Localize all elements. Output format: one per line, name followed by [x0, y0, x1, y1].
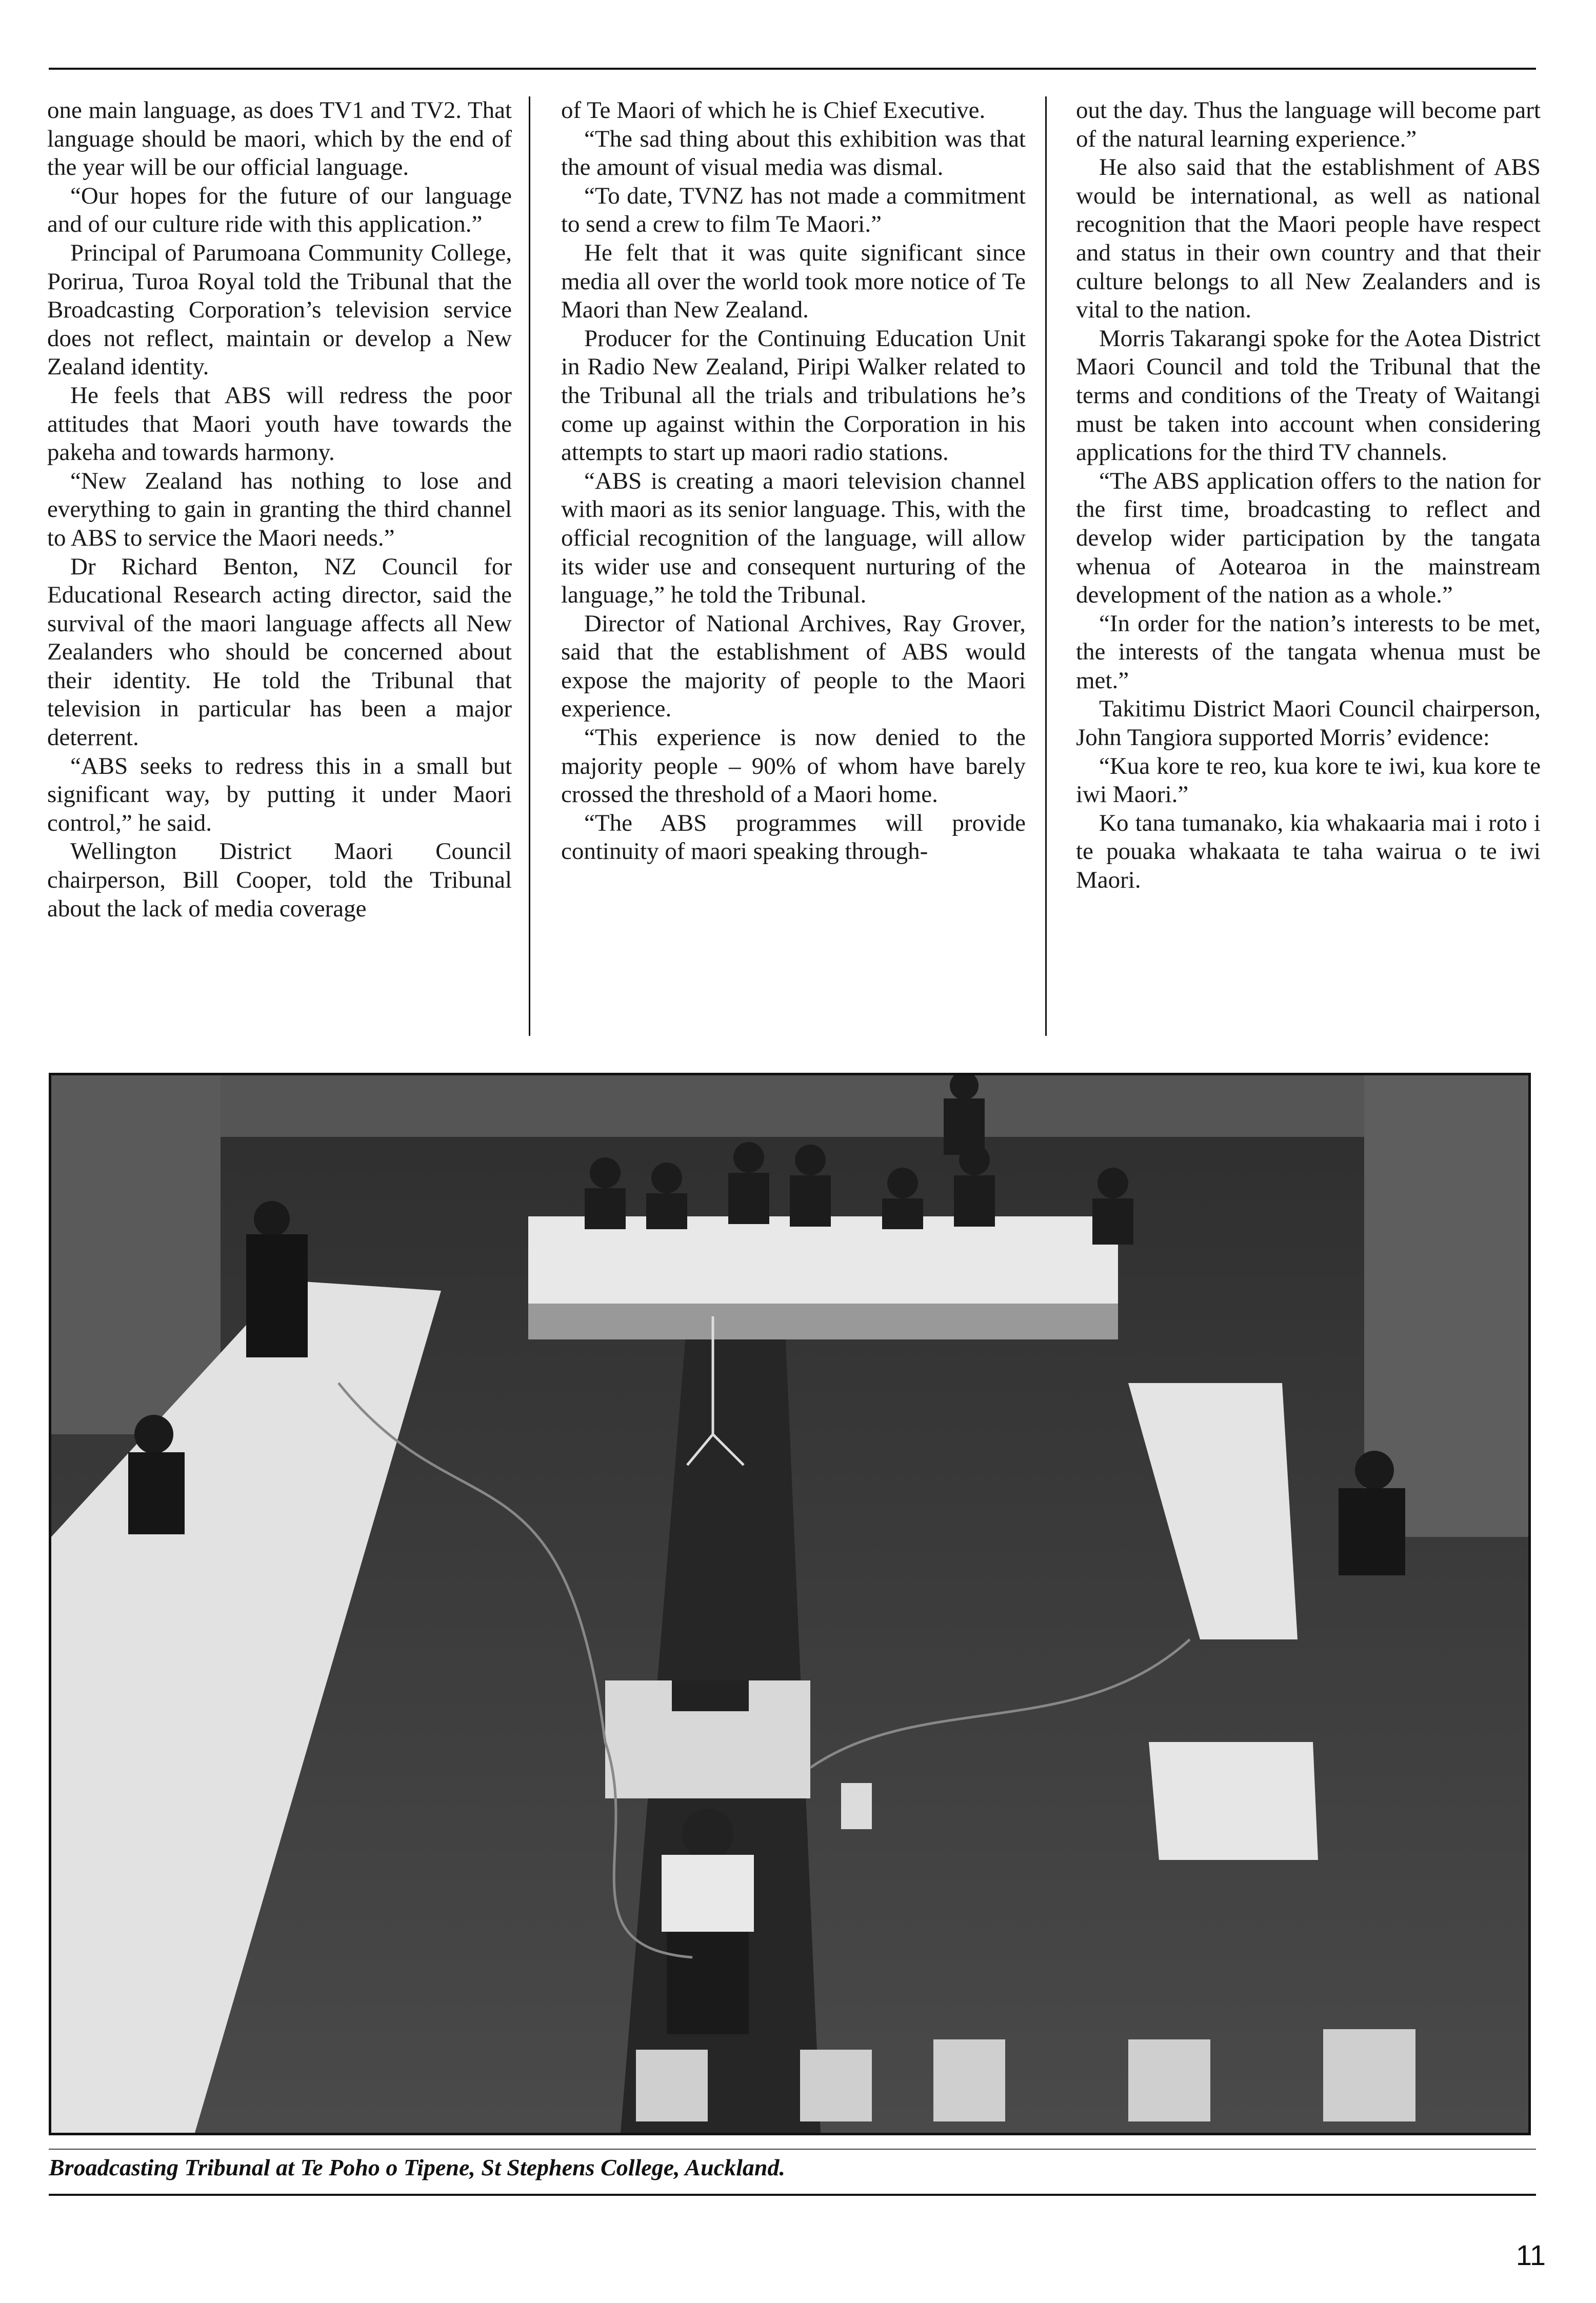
- article-paragraph: “Kua kore te reo, kua kore te iwi, kua kore te iwi Maori.”: [1076, 752, 1541, 808]
- article-paragraph: out the day. Thus the language will become part of the natural learning experience.”: [1076, 97, 1541, 152]
- article-paragraph: “Our hopes for the future of our language and of our culture ride with this application.”: [47, 182, 512, 238]
- tribunal-photo: [49, 1073, 1531, 2135]
- article-paragraph: “To date, TVNZ has not made a commitment to send a crew to film Te Maori.”: [561, 182, 1026, 238]
- article-paragraph: “This experience is now denied to the majority people – 90% of whom have barely crossed the threshold of a Maori home.: [561, 724, 1026, 808]
- article-paragraph: He also said that the establishment of ABS would be international, as well as national recognition that the Maori people have respect and status in their own country and that their culture belongs to all New Zealanders and is vital to the nation.: [1076, 154, 1541, 324]
- article-paragraph: Director of National Archives, Ray Grover, said that the establishment of ABS would expose the majority of people to the Maori experience.: [561, 610, 1026, 723]
- article-paragraph: He felt that it was quite significant since media all over the world took more notice of Te Maori than New Zealand.: [561, 239, 1026, 324]
- article-paragraph: Ko tana tumanako, kia whakaaria mai i roto i te pouaka whakaata te taha wairua o te iwi Maori.: [1076, 809, 1541, 894]
- article-paragraph: Producer for the Continuing Education Unit in Radio New Zealand, Piripi Walker related to the Tribunal all the trials and tribulations he’s come up against within the Corporation in his attempts to start up maori radio stations.: [561, 325, 1026, 466]
- column-divider: [529, 96, 530, 1036]
- article-paragraph: Wellington District Maori Council chairperson, Bill Cooper, told the Tribunal about the lack of media coverage: [47, 838, 512, 922]
- article-paragraph: of Te Maori of which he is Chief Executive.: [561, 97, 986, 124]
- article-paragraph: He feels that ABS will redress the poor attitudes that Maori youth have towards the pakeha and towards harmony.: [47, 382, 512, 466]
- article-paragraph: “In order for the nation’s interests to be met, the interests of the tangata whenua must be met.”: [1076, 610, 1541, 694]
- article-column-3: [1076, 96, 1541, 895]
- page-number: 11: [1515, 2239, 1546, 2271]
- article-paragraph: Dr Richard Benton, NZ Council for Educational Research acting director, said the survival of the maori language affects all New Zealanders who should be concerned about their identity. He told the Tribunal that television in particular has been a major deterrent.: [47, 553, 512, 751]
- photo-caption: Broadcasting Tribunal at Te Poho o Tipene, St Stephens College, Auckland.: [49, 2154, 785, 2180]
- article-paragraph: “The ABS application offers to the nation for the first time, broadcasting to reflect and develop wider participation by the tangata whenua of Aotearoa in the mainstream development of the nation as a whole.”: [1076, 467, 1541, 609]
- article-paragraph: “ABS is creating a maori television channel with maori as its senior language. This, with the official recognition of the language, will allow its wider use and consequent nurturing of the language,” he told the Tribunal.: [561, 467, 1026, 609]
- article-paragraph: “The ABS programmes will provide continuity of maori speaking through-: [561, 809, 1026, 865]
- header-rule: [49, 68, 1536, 70]
- article-paragraph: “ABS seeks to redress this in a small but significant way, by putting it under Maori control,” he said.: [47, 752, 512, 836]
- caption-rule-top: [49, 2149, 1536, 2150]
- article-paragraph: Morris Takarangi spoke for the Aotea District Maori Council and told the Tribunal that the terms and conditions of the Treaty of Waitangi must be taken into account when considering applications for the third TV channels.: [1076, 325, 1541, 466]
- column-divider: [1045, 96, 1047, 1036]
- article-paragraph: “The sad thing about this exhibition was that the amount of visual media was dismal.: [561, 125, 1026, 181]
- caption-rule-bottom: [49, 2194, 1536, 2196]
- article-paragraph: Principal of Parumoana Community College, Porirua, Turoa Royal told the Tribunal that the Broadcasting Corporation’s television service does not reflect, maintain or develop a New Zealand identity.: [47, 239, 512, 381]
- article-paragraph: one main language, as does TV1 and TV2. That language should be maori, which by the end of the year will be our official language.: [47, 97, 512, 181]
- article-paragraph: Takitimu District Maori Council chairperson, John Tangiora supported Morris’ evidence:: [1076, 695, 1541, 751]
- article-column-2: [561, 96, 1026, 866]
- article-column-1: [47, 96, 512, 923]
- article-paragraph: “New Zealand has nothing to lose and everything to gain in granting the third channel to ABS to service the Maori needs.”: [47, 467, 512, 551]
